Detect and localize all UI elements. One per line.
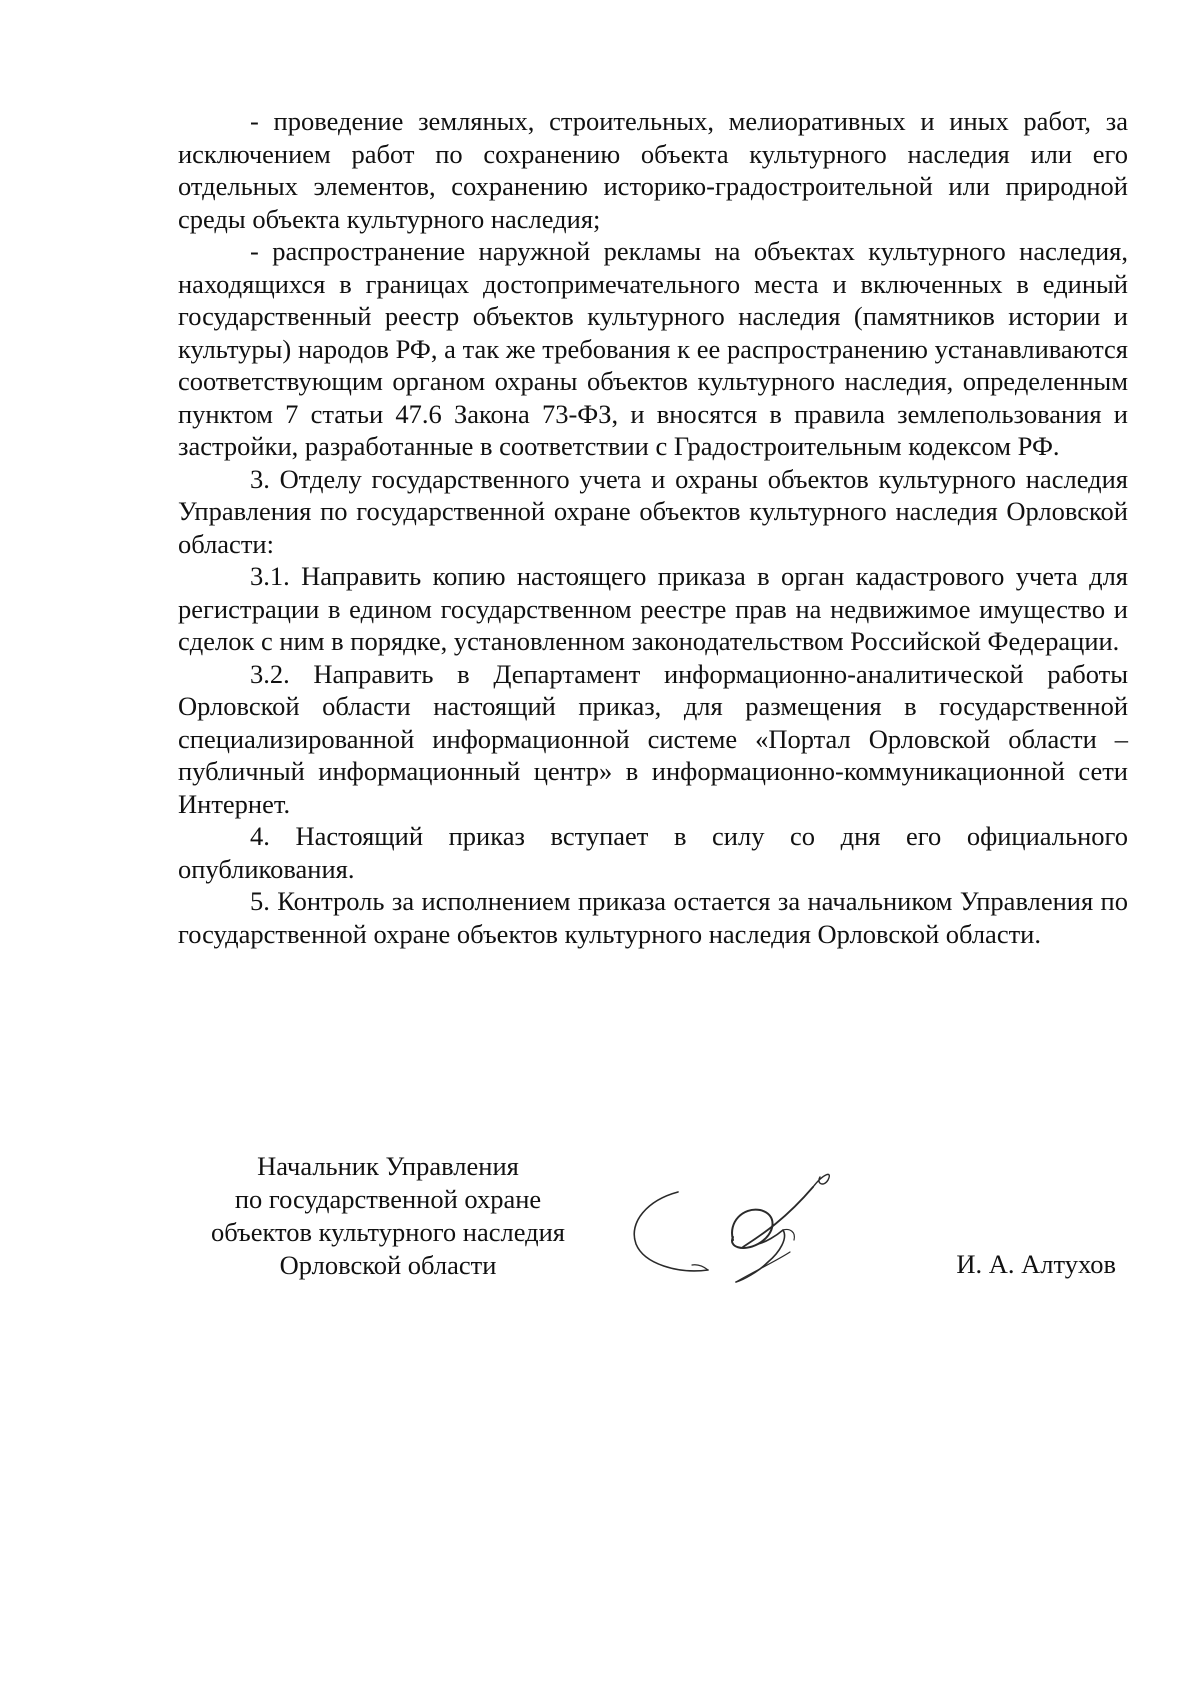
- position-line: по государственной охране: [234, 1184, 542, 1214]
- handwritten-signature: [608, 1152, 838, 1287]
- clause-3-1: 3.1. Направить копию настоящего приказа в орган кадастрового учета для регистрации в едином государственном реестре прав на недвижимое имущество и сделок с ним в порядке, установленном законодательством Российской Федерации.: [178, 561, 1128, 656]
- clause-5: 5. Контроль за исполнением приказа остается за начальником Управления по государственной охране объектов культурного наследия Орловской области.: [178, 886, 1128, 949]
- clause-4: 4. Настоящий приказ вступает в силу со дня его официального опубликования.: [178, 821, 1128, 884]
- list-item-earthworks: - проведение земляных, строительных, мелиоративных и иных работ, за исключением работ по сохранению объекта культурного наследия или его отдельных элементов, сохранению историко-градостроительной или природной среды объекта культурного наследия;: [178, 106, 1128, 234]
- signatory-name: И. А. Алтухов: [956, 1249, 1116, 1279]
- position-line: объектов культурного наследия: [210, 1217, 565, 1247]
- position-line: Орловской области: [279, 1250, 497, 1280]
- clause-3: 3. Отделу государственного учета и охраны объектов культурного наследия Управления по государственной охране объектов культурного наследия Орловской области:: [178, 463, 1128, 559]
- list-item-advertising: - распространение наружной рекламы на объектах культурного наследия, находящихся в границах достопримечательного места и включенных в единый государственный реестр объектов культурного наследия (памятников истории и культуры) народов РФ, а так же требования к ее распространению устанавливаются соответствующим органом охраны объектов культурного наследия, определенным пунктом 7 статьи 47.6 Закона 73-ФЗ, и вносятся в правила землепользования и застройки, разработанные в соответствии с Градостроительным кодексом РФ.: [178, 236, 1128, 461]
- position-line: Начальник Управления: [257, 1151, 519, 1181]
- clause-3-2: 3.2. Направить в Департамент информационно-аналитической работы Орловской области настоящий приказ, для размещения в государственной специализированной информационной системе «Портал Орловской области – публичный информационный центр» в информационно-коммуникационной сети Интернет.: [178, 658, 1128, 819]
- document-body: [178, 105, 1128, 950]
- signature-block: [178, 1150, 1128, 1290]
- signatory-position: [178, 1150, 598, 1282]
